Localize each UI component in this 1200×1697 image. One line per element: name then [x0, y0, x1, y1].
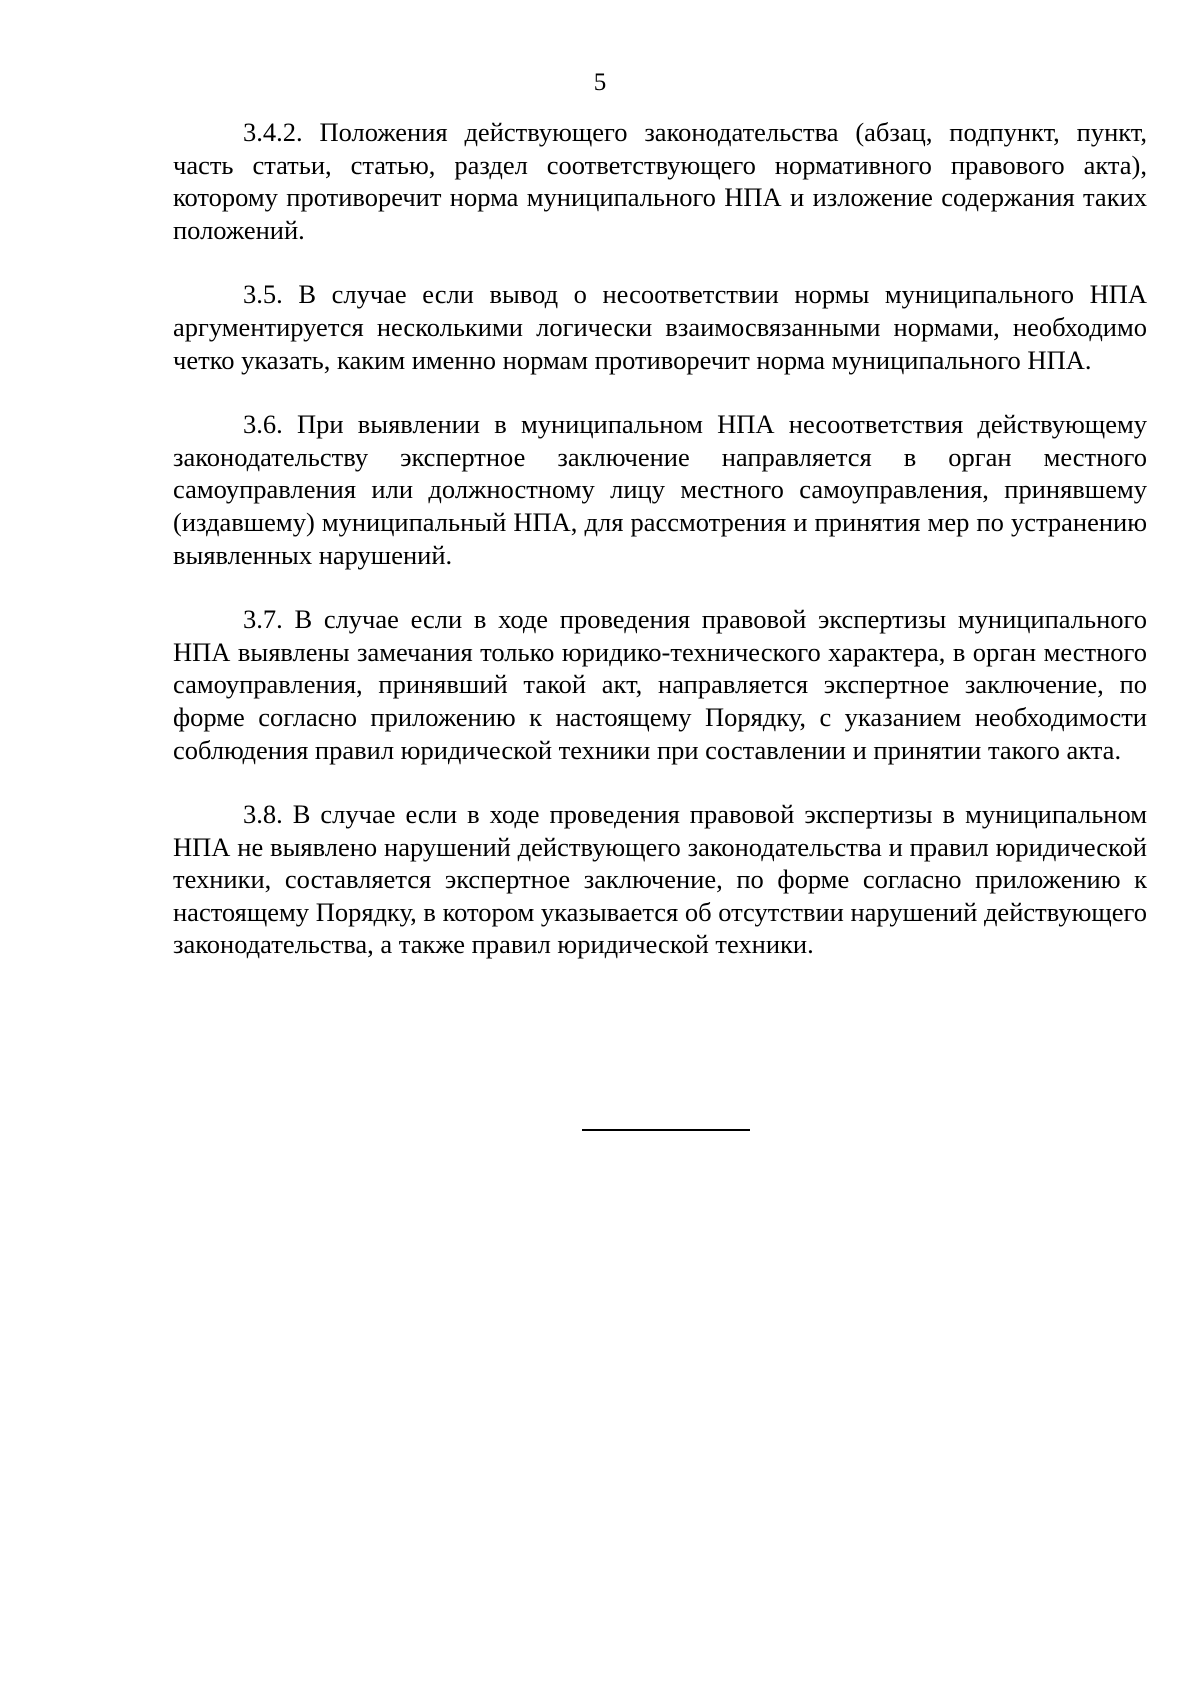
paragraph-3-4-2: 3.4.2. Положения действующего законодательства (абзац, подпункт, пункт, часть статьи, статью, раздел соответствующего нормативного правового акта), которому противоречит норма муниципального НПА и изложение содержания таких положений. — [173, 117, 1147, 245]
paragraph-3-7: 3.7. В случае если в ходе проведения правовой экспертизы муниципального НПА выявлены замечания только юридико-технического характера, в орган местного самоуправления, принявший такой акт, направляется экспертное заключение, по форме согласно приложению к настоящему Порядку, с указанием необходимости соблюдения правил юридической техники при составлении и принятии такого акта. — [173, 604, 1147, 765]
paragraph-3-5: 3.5. В случае если вывод о несоответствии нормы муниципального НПА аргументируется несколькими логически взаимосвязанными нормами, необходимо четко указать, каким именно нормам противоречит норма муниципального НПА. — [173, 279, 1147, 375]
paragraph-3-8: 3.8. В случае если в ходе проведения правовой экспертизы в муниципальном НПА не выявлено нарушений действующего законодательства и правил юридической техники, составляется экспертное заключение, по форме согласно приложению к настоящему Порядку, в котором указывается об отсутствии нарушений действующего законодательства, а также правил юридической техники. — [173, 799, 1147, 960]
paragraph-3-6: 3.6. При выявлении в муниципальном НПА несоответствия действующему законодательству экспертное заключение направляется в орган местного самоуправления или должностному лицу местного самоуправления, принявшему (издавшему) муниципальный НПА, для рассмотрения и принятия мер по устранению выявленных нарушений. — [173, 409, 1147, 570]
end-of-text-divider — [582, 1129, 750, 1131]
page-number: 5 — [593, 69, 607, 96]
document-body — [173, 116, 1147, 993]
